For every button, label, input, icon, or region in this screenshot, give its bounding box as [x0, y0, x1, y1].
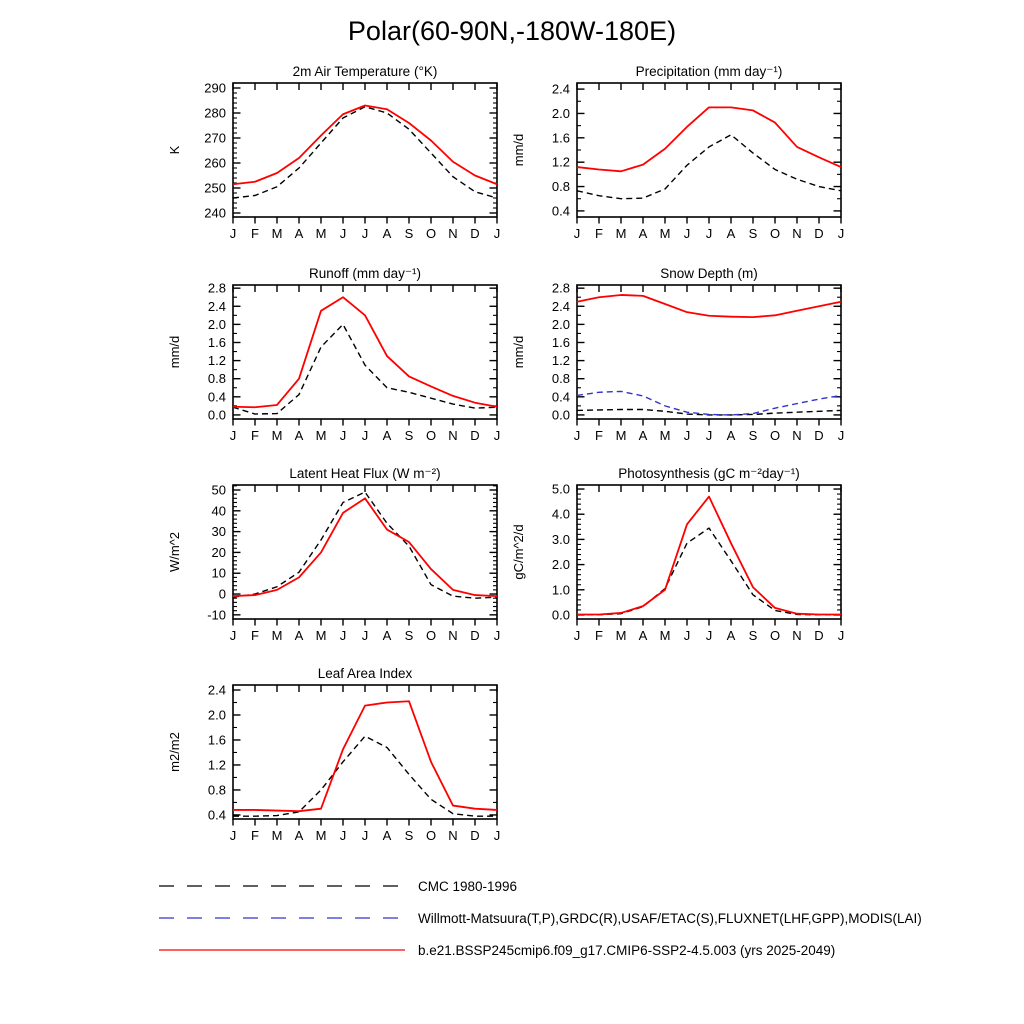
- x-tick-label: J: [573, 428, 581, 443]
- series-line-cmc-1980-1996: [577, 528, 841, 615]
- y-tick-label: 1.6: [551, 334, 570, 350]
- y-tick-label: 2.8: [551, 280, 570, 296]
- x-tick-label: A: [294, 226, 304, 241]
- x-tick-label: S: [748, 628, 758, 643]
- y-tick-label: 2.0: [207, 707, 226, 723]
- y-tick-label: 1.2: [551, 353, 570, 369]
- x-tick-label: J: [683, 428, 691, 443]
- x-tick-label: A: [294, 828, 304, 843]
- series-line-b-e21-bssp245cmip6-f09-g17-cmip6-ssp2-4-: [577, 497, 841, 615]
- x-tick-label: M: [659, 226, 671, 241]
- legend-dashed-line-swatch: [158, 880, 406, 892]
- x-tick-label: J: [493, 828, 501, 843]
- x-tick-label: N: [448, 428, 458, 443]
- x-tick-label: J: [493, 428, 501, 443]
- y-tick-label: 0.0: [551, 407, 570, 423]
- x-tick-label: F: [251, 226, 259, 241]
- y-tick-label: 0.8: [551, 371, 570, 387]
- x-tick-label: F: [595, 226, 603, 241]
- panel-title: Photosynthesis (gC m⁻²day⁻¹): [618, 466, 800, 481]
- y-tick-label: 0.0: [551, 607, 570, 623]
- x-tick-label: M: [271, 428, 283, 443]
- x-tick-label: J: [705, 628, 713, 643]
- x-tick-label: A: [726, 226, 736, 241]
- series-line-cmc-1980-1996: [233, 736, 497, 816]
- x-tick-label: O: [769, 628, 781, 643]
- chart-runoff-mm-day: [163, 263, 505, 455]
- y-tick-label: 270: [204, 130, 226, 146]
- x-tick-label: M: [315, 226, 327, 241]
- x-tick-label: J: [361, 828, 369, 843]
- y-tick-label: 2.4: [207, 298, 226, 314]
- y-tick-label: 40: [211, 503, 226, 519]
- series-line-b-e21-bssp245cmip6-f09-g17-cmip6-ssp2-4-: [233, 106, 497, 185]
- y-axis-label: gC/m^2/d: [511, 524, 526, 580]
- x-tick-label: J: [339, 428, 347, 443]
- x-tick-label: N: [448, 226, 458, 241]
- y-tick-label: 0.8: [551, 179, 570, 195]
- x-tick-label: M: [659, 628, 671, 643]
- x-tick-label: O: [425, 828, 437, 843]
- x-tick-label: M: [271, 828, 283, 843]
- x-tick-label: O: [425, 226, 437, 241]
- legend-item-b-e21-bssp245cmip6-f09-g17-cmi: [158, 940, 835, 960]
- y-tick-label: 2.4: [551, 81, 570, 97]
- panel-snow-depth-m: [507, 263, 849, 455]
- panel-photosynthesis-gc-m-day: [507, 463, 849, 655]
- x-tick-label: S: [748, 226, 758, 241]
- series-line-b-e21-bssp245cmip6-f09-g17-cmip6-ssp2-4-: [233, 498, 497, 596]
- x-tick-label: M: [315, 628, 327, 643]
- x-tick-label: J: [229, 628, 237, 643]
- x-tick-label: J: [361, 428, 369, 443]
- x-tick-label: A: [382, 828, 392, 843]
- x-tick-label: J: [493, 628, 501, 643]
- chart-2m-air-temperature-k: [163, 61, 505, 253]
- x-tick-label: A: [382, 226, 392, 241]
- y-tick-label: 1.6: [207, 732, 226, 748]
- y-tick-label: 3.0: [551, 531, 570, 547]
- y-axis-label: mm/d: [511, 133, 526, 167]
- y-tick-label: 0.4: [207, 807, 226, 823]
- y-tick-label: 240: [204, 205, 226, 221]
- y-tick-label: 2.4: [207, 682, 226, 698]
- chart-leaf-area-index: [163, 663, 505, 855]
- y-tick-label: 280: [204, 105, 226, 121]
- panel-title: Leaf Area Index: [317, 666, 413, 681]
- panel-title: Latent Heat Flux (W m⁻²): [289, 466, 441, 481]
- x-tick-label: M: [315, 828, 327, 843]
- panel-title: Snow Depth (m): [660, 266, 758, 281]
- y-tick-label: 1.2: [207, 353, 226, 369]
- x-tick-label: J: [229, 828, 237, 843]
- series-line-cmc-1980-1996: [233, 107, 497, 198]
- x-tick-label: O: [425, 628, 437, 643]
- chart-latent-heat-flux-w-m: [163, 463, 505, 655]
- x-tick-label: A: [382, 628, 392, 643]
- x-tick-label: J: [573, 628, 581, 643]
- y-tick-label: 1.6: [551, 130, 570, 146]
- x-tick-label: M: [659, 428, 671, 443]
- y-tick-label: 1.2: [207, 757, 226, 773]
- x-tick-label: S: [404, 628, 414, 643]
- x-tick-label: F: [251, 828, 259, 843]
- x-tick-label: D: [470, 628, 480, 643]
- x-tick-label: J: [705, 226, 713, 241]
- x-tick-label: F: [595, 428, 603, 443]
- y-tick-label: 10: [211, 565, 226, 581]
- x-tick-label: F: [595, 628, 603, 643]
- y-axis-label: mm/d: [167, 335, 182, 369]
- chart-precipitation-mm-day: [507, 61, 849, 253]
- y-axis-label: W/m^2: [167, 531, 182, 573]
- y-tick-label: 250: [204, 180, 226, 196]
- x-tick-label: O: [769, 226, 781, 241]
- legend-item-cmc-1980-1996: [158, 876, 517, 896]
- x-tick-label: D: [814, 226, 824, 241]
- panel-title: Precipitation (mm day⁻¹): [635, 64, 783, 79]
- x-tick-label: A: [382, 428, 392, 443]
- panel-2m-air-temperature-k: [163, 61, 505, 253]
- legend-label: Willmott-Matsuura(T,P),GRDC(R),USAF/ETAC(S),FLUXNET(LHF,GPP),MODIS(LAI): [418, 910, 922, 926]
- x-tick-label: F: [251, 628, 259, 643]
- y-tick-label: 1.6: [207, 334, 226, 350]
- series-line-b-e21-bssp245cmip6-f09-g17-cmip6-ssp2-4-: [233, 701, 497, 811]
- y-tick-label: 20: [211, 544, 226, 560]
- y-tick-label: 4.0: [551, 506, 570, 522]
- x-tick-label: D: [814, 428, 824, 443]
- x-tick-label: A: [294, 628, 304, 643]
- y-tick-label: 2.0: [551, 105, 570, 121]
- y-tick-label: 0: [218, 586, 226, 602]
- y-tick-label: 2.8: [207, 280, 226, 296]
- x-tick-label: J: [339, 628, 347, 643]
- x-tick-label: D: [470, 828, 480, 843]
- series-line-cmc-1980-1996: [233, 492, 497, 598]
- panel-title: 2m Air Temperature (°K): [292, 64, 438, 79]
- panel-precipitation-mm-day: [507, 61, 849, 253]
- y-tick-label: 0.4: [551, 389, 570, 405]
- series-line-b-e21-bssp245cmip6-f09-g17-cmip6-ssp2-4-: [577, 107, 841, 171]
- x-tick-label: M: [615, 428, 627, 443]
- chart-snow-depth-m: [507, 263, 849, 455]
- x-tick-label: N: [792, 628, 802, 643]
- y-tick-label: 2.0: [551, 316, 570, 332]
- y-tick-label: 0.4: [551, 203, 570, 219]
- x-tick-label: N: [448, 628, 458, 643]
- y-tick-label: 0.4: [207, 389, 226, 405]
- x-tick-label: S: [404, 226, 414, 241]
- legend-item-willmott-matsuura-t-p-grdc-r-u: [158, 908, 922, 928]
- y-tick-label: 1.2: [551, 154, 570, 170]
- y-tick-label: 50: [211, 482, 226, 498]
- x-tick-label: O: [769, 428, 781, 443]
- panel-title: Runoff (mm day⁻¹): [309, 266, 421, 281]
- y-axis-label: mm/d: [511, 335, 526, 369]
- y-tick-label: 30: [211, 524, 226, 540]
- series-line-b-e21-bssp245cmip6-f09-g17-cmip6-ssp2-4-: [577, 295, 841, 317]
- legend-solid-line-swatch: [158, 944, 406, 956]
- y-tick-label: 0.8: [207, 782, 226, 798]
- x-tick-label: J: [837, 428, 845, 443]
- x-tick-label: J: [837, 226, 845, 241]
- x-tick-label: M: [315, 428, 327, 443]
- series-line-cmc-1980-1996: [233, 324, 497, 414]
- y-axis-label: K: [167, 145, 182, 155]
- y-tick-label: 260: [204, 155, 226, 171]
- y-tick-label: 290: [204, 80, 226, 96]
- legend-label: b.e21.BSSP245cmip6.f09_g17.CMIP6-SSP2-4.5.003 (yrs 2025-2049): [418, 942, 836, 958]
- x-tick-label: J: [493, 226, 501, 241]
- x-tick-label: N: [792, 226, 802, 241]
- x-tick-label: M: [615, 628, 627, 643]
- y-tick-label: -10: [207, 607, 226, 623]
- x-tick-label: J: [837, 628, 845, 643]
- x-tick-label: J: [229, 226, 237, 241]
- x-tick-label: O: [425, 428, 437, 443]
- x-tick-label: J: [339, 828, 347, 843]
- x-tick-label: M: [271, 628, 283, 643]
- x-tick-label: A: [726, 628, 736, 643]
- series-line-cmc-1980-1996: [577, 135, 841, 199]
- x-tick-label: J: [705, 428, 713, 443]
- x-tick-label: A: [294, 428, 304, 443]
- legend-dashed-line-swatch: [158, 912, 406, 924]
- x-tick-label: J: [573, 226, 581, 241]
- x-tick-label: S: [748, 428, 758, 443]
- panel-latent-heat-flux-w-m: [163, 463, 505, 655]
- panel-runoff-mm-day: [163, 263, 505, 455]
- y-tick-label: 0.0: [207, 407, 226, 423]
- x-tick-label: A: [638, 628, 648, 643]
- legend-label: CMC 1980-1996: [418, 878, 518, 894]
- x-tick-label: J: [339, 226, 347, 241]
- chart-photosynthesis-gc-m-day: [507, 463, 849, 655]
- x-tick-label: D: [470, 226, 480, 241]
- x-tick-label: J: [361, 628, 369, 643]
- series-line-b-e21-bssp245cmip6-f09-g17-cmip6-ssp2-4-: [233, 297, 497, 407]
- y-axis-label: m2/m2: [167, 732, 182, 772]
- y-tick-label: 1.0: [551, 582, 570, 598]
- x-tick-label: D: [470, 428, 480, 443]
- x-tick-label: S: [404, 828, 414, 843]
- x-tick-label: S: [404, 428, 414, 443]
- panel-leaf-area-index: [163, 663, 505, 855]
- x-tick-label: N: [792, 428, 802, 443]
- x-tick-label: J: [683, 226, 691, 241]
- y-tick-label: 0.8: [207, 371, 226, 387]
- x-tick-label: A: [638, 226, 648, 241]
- x-tick-label: J: [683, 628, 691, 643]
- y-tick-label: 2.4: [551, 298, 570, 314]
- x-tick-label: D: [814, 628, 824, 643]
- x-tick-label: J: [229, 428, 237, 443]
- y-tick-label: 2.0: [551, 557, 570, 573]
- x-tick-label: J: [361, 226, 369, 241]
- x-tick-label: N: [448, 828, 458, 843]
- x-tick-label: M: [615, 226, 627, 241]
- y-tick-label: 2.0: [207, 316, 226, 332]
- x-tick-label: M: [271, 226, 283, 241]
- figure-title: Polar(60-90N,-180W-180E): [347, 16, 677, 46]
- x-tick-label: F: [251, 428, 259, 443]
- x-tick-label: A: [638, 428, 648, 443]
- y-tick-label: 5.0: [551, 481, 570, 497]
- x-tick-label: A: [726, 428, 736, 443]
